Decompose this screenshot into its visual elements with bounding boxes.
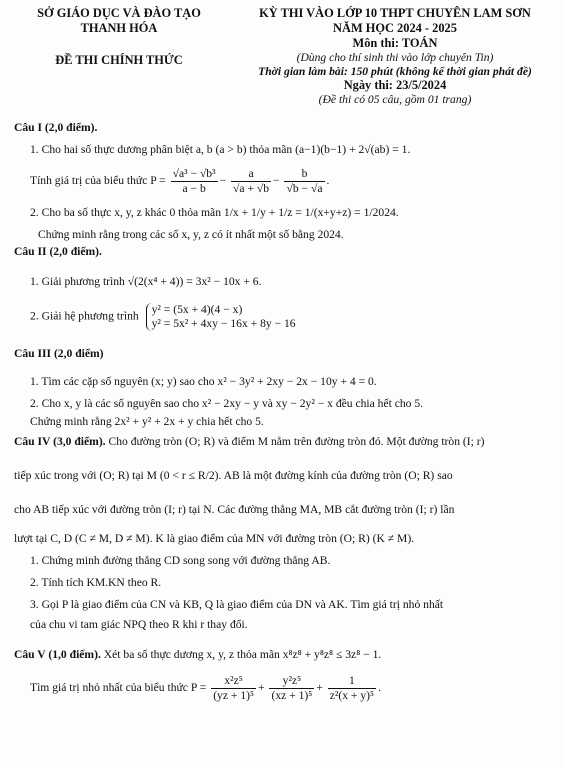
fraction-3: [284, 167, 324, 196]
question-1-part-2-intro: [14, 206, 554, 220]
fraction-2-num: a: [231, 167, 271, 182]
fraction-1-num: √a³ − √b³: [172, 166, 216, 180]
question-4-intro-4: lượt tại C, D (C ≠ M, D ≠ M). K là giao điểm của MN với đường tròn (O; R) (K ≠ M).: [14, 532, 415, 546]
question-4-part-3-a: 3. Gọi P là giao điểm của CN và KB, Q là giao điểm của DN và AK. Tìm giá trị nhỏ nhất: [30, 598, 444, 612]
subject: Môn thi: TOÁN: [352, 35, 438, 50]
q5-fraction-3: [328, 674, 376, 703]
q5-fraction-2-num: y²z⁵: [269, 674, 314, 689]
question-4-part-1: 1. Chứng minh đường thẳng CD song song với đường thẳng AB.: [30, 554, 331, 568]
department-line-2: THANH HÓA: [80, 20, 158, 35]
question-1-part-2-prove: Chứng minh rằng trong các số x, y, z có ít nhất một số bằng 2024.: [38, 227, 344, 241]
question-2-part-2-text: 2. Giải hệ phương trình: [30, 309, 139, 323]
exam-header: [0, 6, 563, 118]
question-5-ask: Tìm giá trị nhỏ nhất của biểu thức P =: [30, 680, 207, 694]
system-equation-1: y² = (5x + 4)(4 − x): [151, 303, 243, 317]
question-4-part-2: 2. Tính tích KM.KN theo R.: [30, 576, 162, 590]
fraction-2: [231, 167, 271, 196]
department-line-1: SỞ GIÁO DỤC VÀ ĐÀO TẠO: [37, 6, 201, 20]
department-block: [14, 6, 224, 68]
question-4-part-3-b: của chu vi tam giác NPQ theo R khi r thay đổi.: [30, 618, 248, 632]
question-1-ask: Tính giá trị của biểu thức P =: [30, 173, 166, 187]
question-5-intro-text: Xét ba số thực dương x, y, z thỏa mãn x⁸z⁸ + y⁸z⁸ ≤ 3z⁸ − 1.: [103, 647, 382, 661]
question-2-part-1: 1. Giải phương trình √(2(x⁴ + 4)) = 3x² − 10x + 6.: [30, 275, 262, 289]
exam-date: Ngày thi: 23/5/2024: [343, 78, 447, 93]
question-3-part-2-b: Chứng minh rằng 2x² + y² + 2x + y chia hết cho 5.: [30, 414, 264, 428]
question-4-intro-2: tiếp xúc trong với (O; R) tại M (0 < r ≤ R/2). AB là một đường kính của đường tròn (O; R) sao: [14, 468, 453, 482]
question-5-title: Câu V (1,0 điểm).: [14, 647, 101, 661]
q5-fraction-1-num: x²z⁵: [211, 674, 256, 689]
question-2-part-2: [14, 303, 554, 331]
question-1-title: Câu I (2,0 điểm).: [14, 121, 98, 134]
exam-title: KỲ THI VÀO LỚP 10 THPT CHUYÊN LAM SƠN: [259, 6, 531, 20]
exam-body: [14, 121, 554, 703]
question-1-part-1-intro: 1. Cho hai số thực dương phân biệt a, b (a > b) thỏa mãn (a−1)(b−1) + 2√(ab) = 1.: [30, 142, 411, 156]
q5-fraction-3-den: z²(x + y)⁵: [329, 688, 375, 702]
fraction-2-den: √a + √b: [233, 181, 270, 195]
official-label: ĐỀ THI CHÍNH THỨC: [55, 52, 183, 67]
question-1-part-2-text: 2. Cho ba số thực x, y, z khác 0 thỏa mãn: [30, 205, 221, 219]
fraction-1: [171, 167, 218, 196]
question-4-intro-3: cho AB tiếp xúc với đường tròn (I; r) tại N. Các đường thẳng MA, MB cắt đường tròn (I; r) lần: [14, 502, 455, 516]
question-1-part-1-expression: Tính giá trị của biểu thức P = $\frac{\text{√a³ − √b³}}{a - b}$ − $\frac{a}{√a + √b}$ − $\frac{b}{√b - √a}$ .: [30, 166, 330, 195]
q5-fraction-1-den: (yz + 1)⁵: [213, 688, 255, 702]
fraction-3-num: b: [284, 167, 324, 182]
question-4-title: Câu IV (3,0 điểm).: [14, 434, 106, 448]
page-count-note: (Đề thi có 05 câu, gồm 01 trang): [318, 93, 472, 107]
question-4-intro-1: [14, 435, 554, 449]
time-limit: Thời gian làm bài: 150 phút (không kể thời gian phát đề): [258, 64, 532, 78]
school-year: NĂM HỌC 2024 - 2025: [333, 20, 457, 35]
question-5-expression: Tìm giá trị nhỏ nhất của biểu thức P = $\frac{\text{x²z⁵}}{\text{(yz + 1)⁵}}$ + $\frac{\text{y²z⁵}}{\text{(xz + 1)⁵}}$ + $\frac{1}{\text{z²(x + y)⁵}}$ .: [30, 673, 381, 702]
question-5-intro: [14, 648, 554, 662]
system-equation-2: y² = 5x² + 4xy − 16x + 8y − 16: [151, 317, 296, 331]
q5-fraction-3-num: 1: [328, 674, 376, 689]
question-3-part-1: 1. Tìm các cặp số nguyên (x; y) sao cho x² − 3y² + 2xy − 2x − 10y + 4 = 0.: [30, 374, 377, 388]
question-3-part-2-a: 2. Cho x, y là các số nguyên sao cho x² − 2xy − y và xy − 2y² − x đều chia hết cho 5.: [30, 396, 424, 410]
audience-note: (Dùng cho thí sinh thi vào lớp chuyên Tin): [296, 50, 494, 64]
fraction-3-den: √b − √a: [286, 181, 323, 195]
fraction-1-den: a − b: [182, 181, 206, 195]
question-4-intro-1-text: Cho đường tròn (O; R) và điểm M nằm trên đường tròn đó. Một đường tròn (I; r): [108, 434, 485, 448]
question-1-part-2-equation: 1/x + 1/y + 1/z = 1/(x+y+z) = 1/2024.: [223, 205, 399, 219]
equation-system: [146, 303, 296, 331]
question-2-title: Câu II (2,0 điểm).: [14, 245, 102, 259]
question-3-title: Câu III (2,0 điểm): [14, 347, 104, 361]
q5-fraction-2: [269, 674, 314, 703]
exam-info-block: [240, 6, 550, 107]
q5-fraction-2-den: (xz + 1)⁵: [271, 688, 313, 702]
q5-fraction-1: [211, 674, 256, 703]
